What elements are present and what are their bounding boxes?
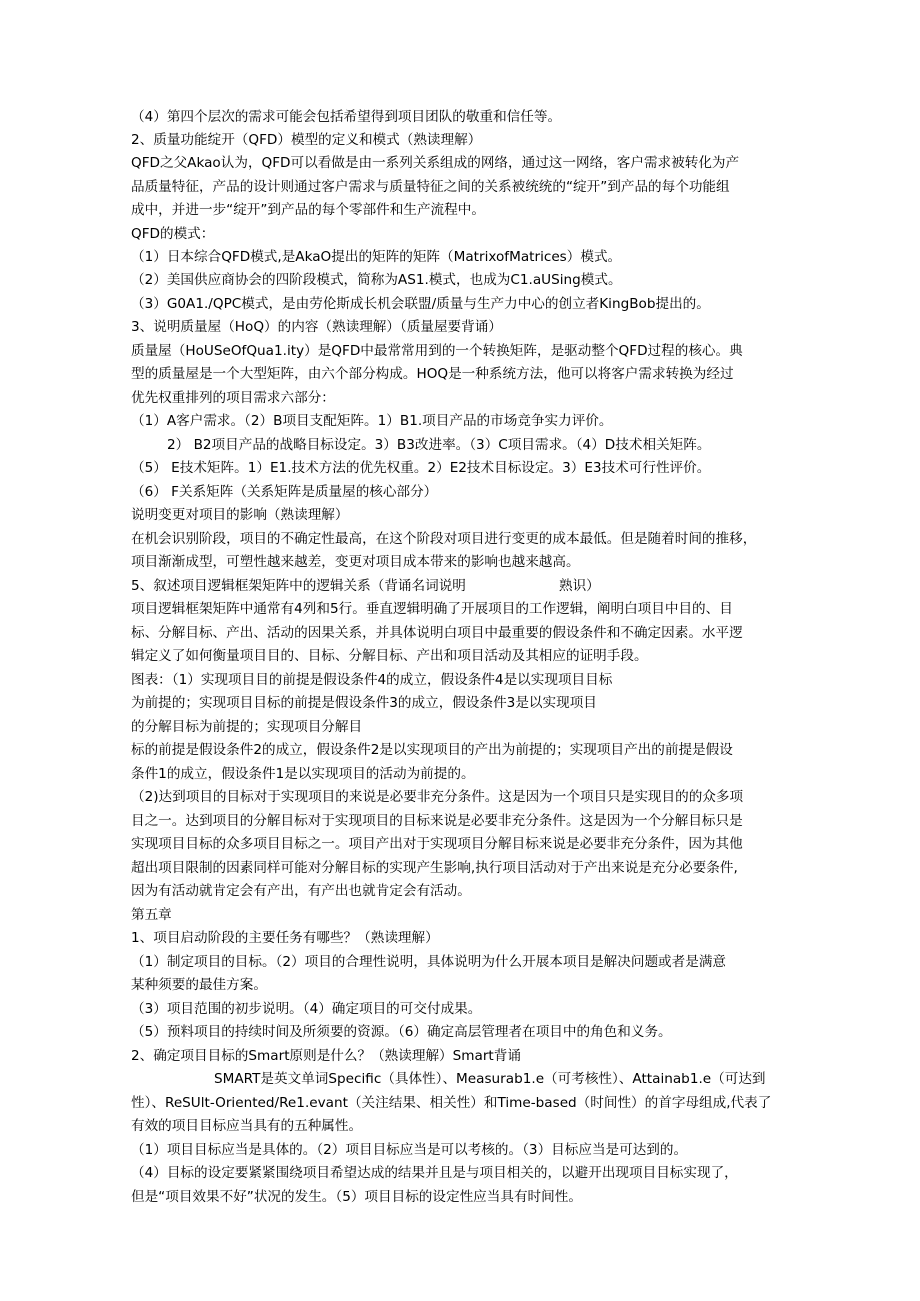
section-heading: 说明变更对项目的影响（熟读理解） — [131, 507, 349, 523]
text-line: 2） B2项目产品的战略目标设定。3）B3改进率。（3）C项目需求。（4）D技术相关矩阵。 — [167, 437, 711, 453]
text-line: 在机会识别阶段，项目的不确定性最高，在这个阶段对项目进行变更的成本最低。但是随着时间的推移， — [131, 531, 757, 547]
text-line: 超出项目限制的因素同样可能对分解目标的实现产生影响,执行项目活动对于产出来说是充分必要条件, — [131, 860, 738, 876]
text-line: （2）美国供应商协会的四阶段模式，简称为AS1.模式，也成为C1.aUSing模式。 — [131, 272, 622, 288]
text-line: 某种须要的最佳方案。 — [131, 977, 267, 993]
section-heading: 3、说明质量屋（HoQ）的内容（熟读理解）（质量屋要背诵） — [131, 319, 502, 335]
text-line: 项目逻辑框架矩阵中通常有4列和5行。垂直逻辑明确了开展项目的工作逻辑，阐明白项目中目的、目 — [131, 601, 733, 617]
text-line: （3）项目范围的初步说明。（4）确定项目的可交付成果。 — [131, 1001, 482, 1017]
text-line: QFD的模式： — [131, 226, 215, 242]
text-line: （1）A客户需求。（2）B项目支配矩阵。1）B1.项目产品的市场竞争实力评价。 — [131, 413, 613, 429]
section-heading: 5、叙述项目逻辑框架矩阵中的逻辑关系（背诵名词说明 — [131, 578, 466, 594]
section-heading-tail: 熟识） — [559, 578, 600, 594]
text-line: （4）第四个层次的需求可能会包括希望得到项目团队的敬重和信任等。 — [131, 109, 562, 125]
text-line: 为前提的；实现项目目标的前提是假设条件3的成立，假设条件3是以实现项目 — [131, 695, 597, 711]
text-line: 有效的项目目标应当具有的五种属性。 — [131, 1118, 363, 1134]
text-line: （1）制定项目的目标。（2）项目的合理性说明，具体说明为什么开展本项目是解决问题或者是满意 — [131, 954, 727, 970]
text-line: （6） F关系矩阵（关系矩阵是质量屋的核心部分） — [131, 484, 438, 500]
text-line: 实现项目目标的众多项目目标之一。项目产出对于实现项目分解目标来说是必要非充分条件，因为其他 — [131, 836, 743, 852]
text-line: 型的质量屋是一个大型矩阵，由六个部分构成。HOQ是一种系统方法，他可以将客户需求转换为经过 — [131, 366, 734, 382]
text-line: SMART是英文单词Specific（具体性）、Measurab1.e（可考核性）、Attainab1.e（可达到 — [214, 1071, 766, 1087]
text-line: （5） E技术矩阵。1）E1.技术方法的优先权重。2）E2技术目标设定。3）E3技术可行性评价。 — [131, 460, 711, 476]
text-line: （4）目标的设定要紧紧围绕项目希望达成的结果并且是与项目相关的，以避开出现项目目标实现了， — [131, 1165, 738, 1181]
chapter-heading: 第五章 — [131, 907, 172, 923]
text-line: 优先权重排列的项目需求六部分： — [131, 390, 335, 406]
section-heading: 2、质量功能绽开（QFD）模型的定义和模式（熟读理解） — [131, 132, 482, 148]
text-line: 因为有活动就肯定会有产出，有产出也就肯定会有活动。 — [131, 883, 471, 899]
text-line: 性）、ReSUlt-Oriented/Re1.evant（关注结果、相关性）和Time-based（时间性）的首字母组成,代表了 — [131, 1095, 772, 1111]
text-line: 标、分解目标、产出、活动的因果关系，并具体说明白项目中最重要的假设条件和不确定因素。水平逻 — [131, 625, 743, 641]
text-line: 项目渐渐成型，可塑性越来越差，变更对项目成本带来的影响也越来越高。 — [131, 554, 580, 570]
text-line: 图表：（1）实现项目目的前提是假设条件4的成立，假设条件4是以实现项目目标 — [131, 672, 613, 688]
section-heading: 1、项目启动阶段的主要任务有哪些？（熟读理解） — [131, 930, 439, 946]
text-line: 条件1的成立，假设条件1是以实现项目的活动为前提的。 — [131, 766, 475, 782]
section-heading: 2、确定项目目标的Smart原则是什么？（熟读理解）Smart背诵 — [131, 1048, 521, 1064]
text-line: 的分解目标为前提的；实现项目分解目 — [131, 719, 363, 735]
text-line: 但是“项目效果不好”状况的发生。（5）项目目标的设定性应当具有时间性。 — [131, 1189, 582, 1205]
text-line: （5）预料项目的持续时间及所须要的资源。（6）确定高层管理者在项目中的角色和义务。 — [131, 1024, 672, 1040]
text-line: QFD之父Akao认为，QFD可以看做是由一系列关系组成的网络，通过这一网络，客户需求被转化为产 — [131, 155, 740, 171]
text-line: 品质量特征，产品的设计则通过客户需求与质量特征之间的关系被统统的“绽开”到产品的每个功能组 — [131, 179, 730, 195]
text-line: （3）G0A1./QPC模式，是由劳伦斯成长机会联盟/质量与生产力中心的创立者KingBob提出的。 — [131, 296, 710, 312]
text-line: （1）日本综合QFD模式,是AkaO提出的矩阵的矩阵（MatrixofMatrices）模式。 — [131, 249, 622, 265]
text-line: 质量屋（HoUSeOfQua1.ity）是QFD中最常常用到的一个转换矩阵，是驱动整个QFD过程的核心。典 — [131, 343, 743, 359]
text-line: 标的前提是假设条件2的成立，假设条件2是以实现项目的产出为前提的；实现项目产出的前提是假设 — [131, 742, 733, 758]
text-line: （2)达到项目的目标对于实现项目的来说是必要非充分条件。这是因为一个项目只是实现目的的众多项 — [131, 789, 744, 805]
text-line: 目之一。达到项目的分解目标对于实现项目的目标来说是必要非充分条件。这是因为一个分解目标只是 — [131, 813, 743, 829]
text-line: 成中，并进一步“绽开”到产品的每个零部件和生产流程中。 — [131, 202, 485, 218]
text-line: 辑定义了如何衡量项目目的、目标、分解目标、产出和项目活动及其相应的证明手段。 — [131, 648, 648, 664]
text-line: （1）项目目标应当是具体的。（2）项目目标应当是可以考核的。（3）目标应当是可达到的。 — [131, 1142, 688, 1158]
